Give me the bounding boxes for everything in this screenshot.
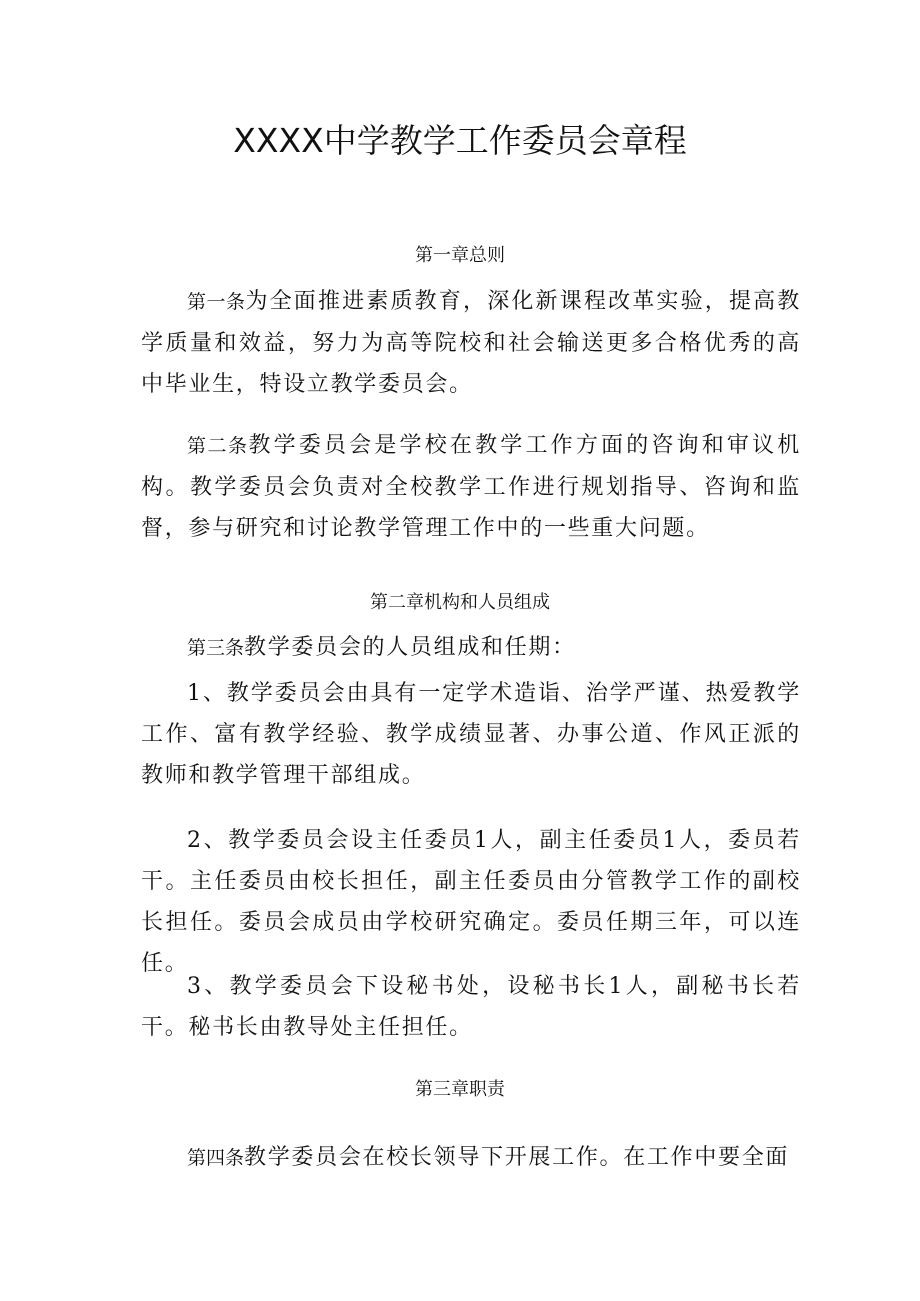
list-item-2: 2、教学委员会设主任委员1人，副主任委员1人，委员若干。主任委员由校长担任，副主任委员由分管教学工作的副校长担任。委员会成员由学校研究确定。委员任期三年，可以连任。 [141,828,801,976]
article-3-text: 教学委员会的人员组成和任期： [244,635,576,660]
article-4-label: 第四条 [187,1147,245,1169]
article-2-label: 第二条 [187,435,249,457]
article-1-label: 第一条 [187,291,246,313]
article-1 [141,281,801,405]
article-2 [141,425,801,549]
article-4 [141,1137,801,1179]
document-title: XXXX中学教学工作委员会章程 [233,121,687,160]
article-4-text: 教学委员会在校长领导下开展工作。在工作中要全面 [244,1145,790,1170]
list-item-1: 1、教学委员会由具有一定学术造诣、治学严谨、热爱教学工作、富有教学经验、教学成绩显著、办事公道、作风正派的教师和教学管理干部组成。 [141,681,801,788]
chapter-2-heading: 第二章机构和人员组成 [370,592,550,613]
chapter-3-heading: 第三章职责 [415,1079,505,1100]
article-2-text: 教学委员会是学校在教学工作方面的咨询和审议机构。教学委员会负责对全校教学工作进行规划指导、咨询和监督，参与研究和讨论教学管理工作中的一些重大问题。 [141,433,801,541]
article-3-label: 第三条 [187,637,245,659]
article-3 [141,627,801,669]
chapter-1-heading: 第一章总则 [415,245,505,266]
list-item-3: 3、教学委员会下设秘书处，设秘书长1人，副秘书长若干。秘书长由教导处主任担任。 [141,974,801,1040]
article-1-text: 为全面推进素质教育，深化新课程改革实验，提高教学质量和效益，努力为高等院校和社会输送更多合格优秀的高中毕业生，特设立教学委员会。 [141,289,801,397]
